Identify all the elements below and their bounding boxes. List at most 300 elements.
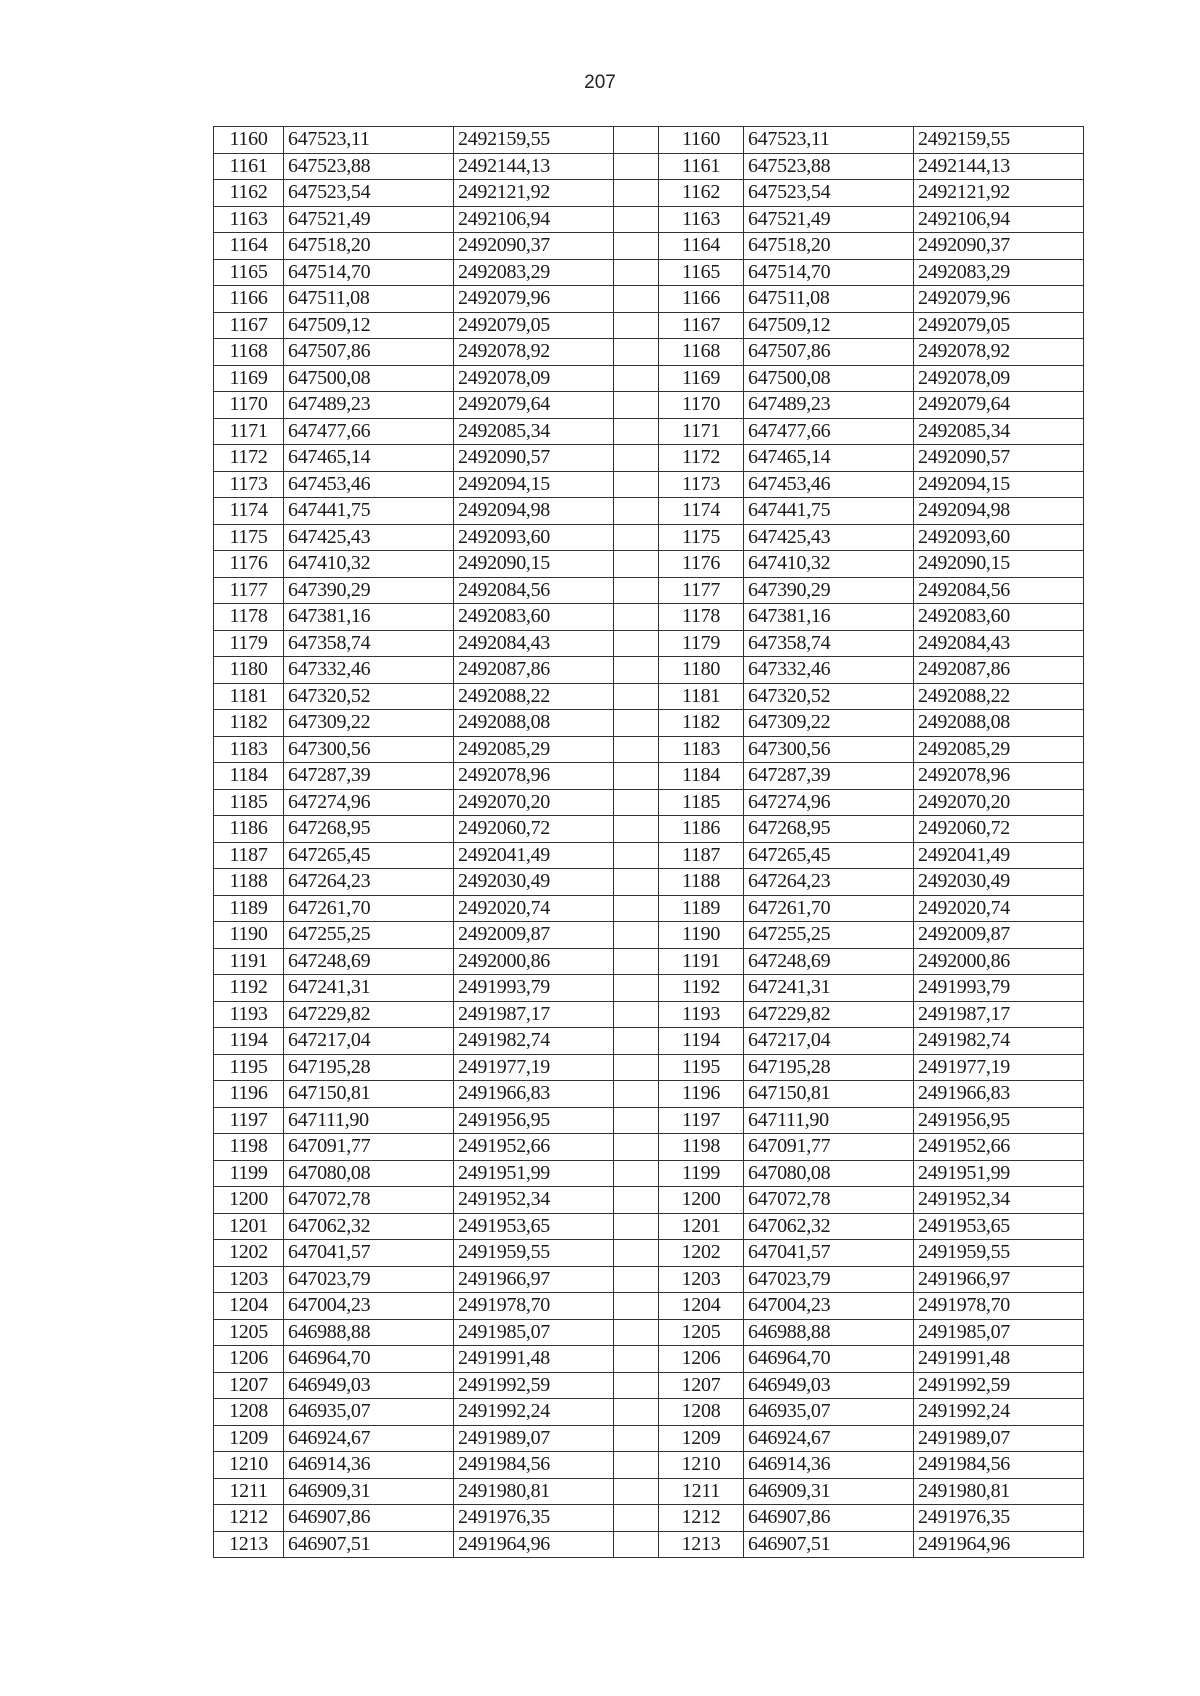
- coordinates-table: [213, 126, 1084, 1558]
- y-coordinate-left: 2492090,57: [454, 445, 614, 472]
- table-row: [214, 1081, 1084, 1108]
- spacer-cell: [614, 259, 659, 286]
- spacer-cell: [614, 206, 659, 233]
- y-coordinate-right: 2492088,22: [914, 683, 1084, 710]
- x-coordinate-left: 647514,70: [284, 259, 454, 286]
- y-coordinate-right: 2491991,48: [914, 1346, 1084, 1373]
- table-row: [214, 736, 1084, 763]
- point-number-left: 1176: [214, 551, 284, 578]
- table-row: [214, 657, 1084, 684]
- point-number-left: 1187: [214, 842, 284, 869]
- table-row: [214, 1134, 1084, 1161]
- y-coordinate-right: 2492079,64: [914, 392, 1084, 419]
- spacer-cell: [614, 153, 659, 180]
- y-coordinate-right: 2491976,35: [914, 1505, 1084, 1532]
- x-coordinate-right: 647518,20: [744, 233, 914, 260]
- point-number-left: 1185: [214, 789, 284, 816]
- point-number-right: 1176: [659, 551, 744, 578]
- table-row: [214, 1478, 1084, 1505]
- table-row: [214, 1240, 1084, 1267]
- spacer-cell: [614, 286, 659, 313]
- y-coordinate-right: 2492060,72: [914, 816, 1084, 843]
- point-number-left: 1163: [214, 206, 284, 233]
- point-number-left: 1199: [214, 1160, 284, 1187]
- x-coordinate-left: 647521,49: [284, 206, 454, 233]
- point-number-right: 1188: [659, 869, 744, 896]
- x-coordinate-right: 647265,45: [744, 842, 914, 869]
- spacer-cell: [614, 816, 659, 843]
- point-number-right: 1190: [659, 922, 744, 949]
- point-number-right: 1193: [659, 1001, 744, 1028]
- spacer-cell: [614, 1160, 659, 1187]
- x-coordinate-left: 646907,51: [284, 1531, 454, 1558]
- point-number-left: 1172: [214, 445, 284, 472]
- y-coordinate-left: 2492060,72: [454, 816, 614, 843]
- y-coordinate-left: 2492041,49: [454, 842, 614, 869]
- y-coordinate-left: 2492094,15: [454, 471, 614, 498]
- x-coordinate-right: 647500,08: [744, 365, 914, 392]
- point-number-right: 1170: [659, 392, 744, 419]
- spacer-cell: [614, 498, 659, 525]
- table-row: [214, 312, 1084, 339]
- x-coordinate-right: 647521,49: [744, 206, 914, 233]
- x-coordinate-left: 647062,32: [284, 1213, 454, 1240]
- y-coordinate-right: 2491953,65: [914, 1213, 1084, 1240]
- x-coordinate-left: 647195,28: [284, 1054, 454, 1081]
- point-number-right: 1205: [659, 1319, 744, 1346]
- point-number-right: 1179: [659, 630, 744, 657]
- x-coordinate-left: 647274,96: [284, 789, 454, 816]
- x-coordinate-right: 647261,70: [744, 895, 914, 922]
- point-number-right: 1206: [659, 1346, 744, 1373]
- table-row: [214, 1107, 1084, 1134]
- x-coordinate-right: 646935,07: [744, 1399, 914, 1426]
- x-coordinate-left: 646964,70: [284, 1346, 454, 1373]
- spacer-cell: [614, 1001, 659, 1028]
- table-row: [214, 286, 1084, 313]
- point-number-left: 1190: [214, 922, 284, 949]
- point-number-right: 1192: [659, 975, 744, 1002]
- x-coordinate-left: 647248,69: [284, 948, 454, 975]
- table-row: [214, 1028, 1084, 1055]
- spacer-cell: [614, 604, 659, 631]
- spacer-cell: [614, 1240, 659, 1267]
- x-coordinate-left: 647300,56: [284, 736, 454, 763]
- x-coordinate-left: 647477,66: [284, 418, 454, 445]
- table-row: [214, 1187, 1084, 1214]
- table-row: [214, 1531, 1084, 1558]
- x-coordinate-left: 647255,25: [284, 922, 454, 949]
- x-coordinate-left: 647358,74: [284, 630, 454, 657]
- table-row: [214, 498, 1084, 525]
- point-number-right: 1195: [659, 1054, 744, 1081]
- point-number-right: 1165: [659, 259, 744, 286]
- x-coordinate-left: 646914,36: [284, 1452, 454, 1479]
- point-number-left: 1175: [214, 524, 284, 551]
- point-number-left: 1171: [214, 418, 284, 445]
- y-coordinate-left: 2492000,86: [454, 948, 614, 975]
- point-number-right: 1201: [659, 1213, 744, 1240]
- point-number-left: 1203: [214, 1266, 284, 1293]
- y-coordinate-left: 2491993,79: [454, 975, 614, 1002]
- spacer-cell: [614, 524, 659, 551]
- x-coordinate-right: 647381,16: [744, 604, 914, 631]
- point-number-left: 1181: [214, 683, 284, 710]
- y-coordinate-right: 2492085,29: [914, 736, 1084, 763]
- x-coordinate-right: 646907,86: [744, 1505, 914, 1532]
- point-number-right: 1211: [659, 1478, 744, 1505]
- x-coordinate-left: 646909,31: [284, 1478, 454, 1505]
- point-number-left: 1205: [214, 1319, 284, 1346]
- x-coordinate-right: 646988,88: [744, 1319, 914, 1346]
- y-coordinate-left: 2492083,29: [454, 259, 614, 286]
- y-coordinate-right: 2491980,81: [914, 1478, 1084, 1505]
- x-coordinate-left: 647241,31: [284, 975, 454, 1002]
- y-coordinate-left: 2492070,20: [454, 789, 614, 816]
- x-coordinate-left: 647004,23: [284, 1293, 454, 1320]
- x-coordinate-right: 646949,03: [744, 1372, 914, 1399]
- x-coordinate-left: 647441,75: [284, 498, 454, 525]
- x-coordinate-left: 647390,29: [284, 577, 454, 604]
- point-number-left: 1192: [214, 975, 284, 1002]
- y-coordinate-right: 2491993,79: [914, 975, 1084, 1002]
- y-coordinate-left: 2492078,92: [454, 339, 614, 366]
- point-number-left: 1170: [214, 392, 284, 419]
- spacer-cell: [614, 1452, 659, 1479]
- table-row: [214, 922, 1084, 949]
- point-number-left: 1197: [214, 1107, 284, 1134]
- y-coordinate-left: 2492094,98: [454, 498, 614, 525]
- x-coordinate-right: 647274,96: [744, 789, 914, 816]
- y-coordinate-right: 2492000,86: [914, 948, 1084, 975]
- point-number-right: 1172: [659, 445, 744, 472]
- coordinates-table-body: [214, 127, 1084, 1558]
- y-coordinate-right: 2491985,07: [914, 1319, 1084, 1346]
- x-coordinate-left: 647287,39: [284, 763, 454, 790]
- y-coordinate-right: 2492084,43: [914, 630, 1084, 657]
- x-coordinate-left: 647268,95: [284, 816, 454, 843]
- y-coordinate-right: 2492087,86: [914, 657, 1084, 684]
- x-coordinate-right: 647150,81: [744, 1081, 914, 1108]
- x-coordinate-left: 647229,82: [284, 1001, 454, 1028]
- x-coordinate-right: 647425,43: [744, 524, 914, 551]
- x-coordinate-right: 647241,31: [744, 975, 914, 1002]
- point-number-right: 1175: [659, 524, 744, 551]
- table-row: [214, 1266, 1084, 1293]
- point-number-right: 1164: [659, 233, 744, 260]
- point-number-right: 1174: [659, 498, 744, 525]
- spacer-cell: [614, 1107, 659, 1134]
- x-coordinate-left: 646988,88: [284, 1319, 454, 1346]
- point-number-left: 1179: [214, 630, 284, 657]
- spacer-cell: [614, 1372, 659, 1399]
- x-coordinate-right: 647268,95: [744, 816, 914, 843]
- point-number-right: 1167: [659, 312, 744, 339]
- table-row: [214, 789, 1084, 816]
- y-coordinate-right: 2492121,92: [914, 180, 1084, 207]
- y-coordinate-left: 2492030,49: [454, 869, 614, 896]
- x-coordinate-left: 647425,43: [284, 524, 454, 551]
- y-coordinate-right: 2492088,08: [914, 710, 1084, 737]
- x-coordinate-left: 647309,22: [284, 710, 454, 737]
- spacer-cell: [614, 710, 659, 737]
- y-coordinate-left: 2492078,96: [454, 763, 614, 790]
- x-coordinate-right: 647248,69: [744, 948, 914, 975]
- x-coordinate-left: 647023,79: [284, 1266, 454, 1293]
- spacer-cell: [614, 1293, 659, 1320]
- y-coordinate-right: 2492159,55: [914, 127, 1084, 154]
- point-number-left: 1173: [214, 471, 284, 498]
- x-coordinate-left: 646935,07: [284, 1399, 454, 1426]
- y-coordinate-left: 2491952,34: [454, 1187, 614, 1214]
- table-row: [214, 153, 1084, 180]
- y-coordinate-left: 2492106,94: [454, 206, 614, 233]
- table-row: [214, 551, 1084, 578]
- spacer-cell: [614, 1054, 659, 1081]
- y-coordinate-left: 2491984,56: [454, 1452, 614, 1479]
- y-coordinate-left: 2491977,19: [454, 1054, 614, 1081]
- y-coordinate-left: 2492084,56: [454, 577, 614, 604]
- y-coordinate-right: 2491977,19: [914, 1054, 1084, 1081]
- y-coordinate-left: 2492084,43: [454, 630, 614, 657]
- table-row: [214, 895, 1084, 922]
- spacer-cell: [614, 1399, 659, 1426]
- x-coordinate-right: 647523,11: [744, 127, 914, 154]
- y-coordinate-left: 2491991,48: [454, 1346, 614, 1373]
- x-coordinate-right: 647062,32: [744, 1213, 914, 1240]
- x-coordinate-right: 647004,23: [744, 1293, 914, 1320]
- point-number-right: 1187: [659, 842, 744, 869]
- table-row: [214, 392, 1084, 419]
- y-coordinate-left: 2491978,70: [454, 1293, 614, 1320]
- x-coordinate-right: 647489,23: [744, 392, 914, 419]
- table-row: [214, 683, 1084, 710]
- y-coordinate-right: 2492084,56: [914, 577, 1084, 604]
- point-number-right: 1210: [659, 1452, 744, 1479]
- y-coordinate-left: 2491966,97: [454, 1266, 614, 1293]
- y-coordinate-left: 2492085,29: [454, 736, 614, 763]
- y-coordinate-left: 2491987,17: [454, 1001, 614, 1028]
- point-number-left: 1182: [214, 710, 284, 737]
- x-coordinate-right: 646964,70: [744, 1346, 914, 1373]
- spacer-cell: [614, 418, 659, 445]
- table-row: [214, 842, 1084, 869]
- table-row: [214, 127, 1084, 154]
- point-number-right: 1196: [659, 1081, 744, 1108]
- point-number-left: 1201: [214, 1213, 284, 1240]
- table-row: [214, 816, 1084, 843]
- point-number-left: 1194: [214, 1028, 284, 1055]
- point-number-left: 1191: [214, 948, 284, 975]
- x-coordinate-left: 647261,70: [284, 895, 454, 922]
- point-number-right: 1198: [659, 1134, 744, 1161]
- y-coordinate-right: 2492093,60: [914, 524, 1084, 551]
- y-coordinate-left: 2492078,09: [454, 365, 614, 392]
- y-coordinate-right: 2491989,07: [914, 1425, 1084, 1452]
- point-number-right: 1199: [659, 1160, 744, 1187]
- point-number-left: 1198: [214, 1134, 284, 1161]
- table-row: [214, 630, 1084, 657]
- spacer-cell: [614, 1028, 659, 1055]
- point-number-right: 1200: [659, 1187, 744, 1214]
- point-number-right: 1178: [659, 604, 744, 631]
- point-number-right: 1171: [659, 418, 744, 445]
- y-coordinate-right: 2492094,15: [914, 471, 1084, 498]
- x-coordinate-right: 647410,32: [744, 551, 914, 578]
- x-coordinate-right: 647477,66: [744, 418, 914, 445]
- point-number-left: 1189: [214, 895, 284, 922]
- spacer-cell: [614, 1346, 659, 1373]
- y-coordinate-right: 2492041,49: [914, 842, 1084, 869]
- x-coordinate-right: 647264,23: [744, 869, 914, 896]
- y-coordinate-left: 2491953,65: [454, 1213, 614, 1240]
- point-number-right: 1202: [659, 1240, 744, 1267]
- table-row: [214, 1319, 1084, 1346]
- spacer-cell: [614, 895, 659, 922]
- y-coordinate-right: 2492078,92: [914, 339, 1084, 366]
- table-row: [214, 1346, 1084, 1373]
- point-number-left: 1202: [214, 1240, 284, 1267]
- x-coordinate-left: 647523,11: [284, 127, 454, 154]
- y-coordinate-left: 2492088,22: [454, 683, 614, 710]
- y-coordinate-right: 2491966,83: [914, 1081, 1084, 1108]
- point-number-right: 1163: [659, 206, 744, 233]
- y-coordinate-right: 2491964,96: [914, 1531, 1084, 1558]
- spacer-cell: [614, 1319, 659, 1346]
- point-number-right: 1213: [659, 1531, 744, 1558]
- point-number-left: 1169: [214, 365, 284, 392]
- point-number-right: 1186: [659, 816, 744, 843]
- spacer-cell: [614, 1531, 659, 1558]
- y-coordinate-left: 2492079,96: [454, 286, 614, 313]
- point-number-right: 1162: [659, 180, 744, 207]
- y-coordinate-left: 2492009,87: [454, 922, 614, 949]
- x-coordinate-left: 647523,88: [284, 153, 454, 180]
- point-number-left: 1167: [214, 312, 284, 339]
- table-row: [214, 259, 1084, 286]
- table-row: [214, 1054, 1084, 1081]
- spacer-cell: [614, 683, 659, 710]
- y-coordinate-right: 2492030,49: [914, 869, 1084, 896]
- x-coordinate-right: 647041,57: [744, 1240, 914, 1267]
- table-row: [214, 763, 1084, 790]
- point-number-right: 1180: [659, 657, 744, 684]
- x-coordinate-left: 647489,23: [284, 392, 454, 419]
- table-row: [214, 180, 1084, 207]
- spacer-cell: [614, 657, 659, 684]
- y-coordinate-right: 2491951,99: [914, 1160, 1084, 1187]
- y-coordinate-right: 2492083,60: [914, 604, 1084, 631]
- y-coordinate-left: 2491982,74: [454, 1028, 614, 1055]
- point-number-right: 1204: [659, 1293, 744, 1320]
- table-row: [214, 1213, 1084, 1240]
- spacer-cell: [614, 975, 659, 1002]
- table-row: [214, 604, 1084, 631]
- y-coordinate-left: 2492079,64: [454, 392, 614, 419]
- x-coordinate-left: 646949,03: [284, 1372, 454, 1399]
- y-coordinate-left: 2491959,55: [454, 1240, 614, 1267]
- spacer-cell: [614, 233, 659, 260]
- point-number-left: 1183: [214, 736, 284, 763]
- point-number-left: 1174: [214, 498, 284, 525]
- point-number-right: 1169: [659, 365, 744, 392]
- x-coordinate-left: 647523,54: [284, 180, 454, 207]
- point-number-left: 1162: [214, 180, 284, 207]
- spacer-cell: [614, 1478, 659, 1505]
- y-coordinate-left: 2492093,60: [454, 524, 614, 551]
- x-coordinate-right: 647091,77: [744, 1134, 914, 1161]
- spacer-cell: [614, 392, 659, 419]
- spacer-cell: [614, 1134, 659, 1161]
- y-coordinate-left: 2492079,05: [454, 312, 614, 339]
- table-row: [214, 948, 1084, 975]
- y-coordinate-right: 2491952,66: [914, 1134, 1084, 1161]
- point-number-left: 1207: [214, 1372, 284, 1399]
- y-coordinate-right: 2492020,74: [914, 895, 1084, 922]
- table-row: [214, 869, 1084, 896]
- spacer-cell: [614, 365, 659, 392]
- spacer-cell: [614, 630, 659, 657]
- point-number-left: 1180: [214, 657, 284, 684]
- x-coordinate-right: 647514,70: [744, 259, 914, 286]
- point-number-right: 1208: [659, 1399, 744, 1426]
- x-coordinate-left: 646924,67: [284, 1425, 454, 1452]
- point-number-left: 1211: [214, 1478, 284, 1505]
- x-coordinate-right: 647111,90: [744, 1107, 914, 1134]
- x-coordinate-left: 647320,52: [284, 683, 454, 710]
- x-coordinate-right: 647072,78: [744, 1187, 914, 1214]
- point-number-left: 1204: [214, 1293, 284, 1320]
- table-row: [214, 710, 1084, 737]
- x-coordinate-left: 647500,08: [284, 365, 454, 392]
- table-row: [214, 1160, 1084, 1187]
- y-coordinate-right: 2491956,95: [914, 1107, 1084, 1134]
- table-row: [214, 1293, 1084, 1320]
- spacer-cell: [614, 180, 659, 207]
- point-number-right: 1161: [659, 153, 744, 180]
- y-coordinate-left: 2492121,92: [454, 180, 614, 207]
- spacer-cell: [614, 922, 659, 949]
- y-coordinate-right: 2491982,74: [914, 1028, 1084, 1055]
- y-coordinate-right: 2492079,96: [914, 286, 1084, 313]
- x-coordinate-right: 646909,31: [744, 1478, 914, 1505]
- point-number-right: 1166: [659, 286, 744, 313]
- point-number-right: 1209: [659, 1425, 744, 1452]
- spacer-cell: [614, 339, 659, 366]
- x-coordinate-right: 647509,12: [744, 312, 914, 339]
- y-coordinate-right: 2491952,34: [914, 1187, 1084, 1214]
- spacer-cell: [614, 763, 659, 790]
- point-number-right: 1182: [659, 710, 744, 737]
- spacer-cell: [614, 1425, 659, 1452]
- y-coordinate-right: 2492090,57: [914, 445, 1084, 472]
- spacer-cell: [614, 1213, 659, 1240]
- point-number-left: 1195: [214, 1054, 284, 1081]
- point-number-right: 1168: [659, 339, 744, 366]
- y-coordinate-right: 2491966,97: [914, 1266, 1084, 1293]
- y-coordinate-left: 2492087,86: [454, 657, 614, 684]
- table-row: [214, 445, 1084, 472]
- y-coordinate-right: 2492085,34: [914, 418, 1084, 445]
- y-coordinate-right: 2492090,37: [914, 233, 1084, 260]
- y-coordinate-left: 2492090,37: [454, 233, 614, 260]
- x-coordinate-left: 647507,86: [284, 339, 454, 366]
- x-coordinate-left: 647453,46: [284, 471, 454, 498]
- y-coordinate-left: 2491951,99: [454, 1160, 614, 1187]
- x-coordinate-left: 647217,04: [284, 1028, 454, 1055]
- point-number-left: 1165: [214, 259, 284, 286]
- x-coordinate-left: 647150,81: [284, 1081, 454, 1108]
